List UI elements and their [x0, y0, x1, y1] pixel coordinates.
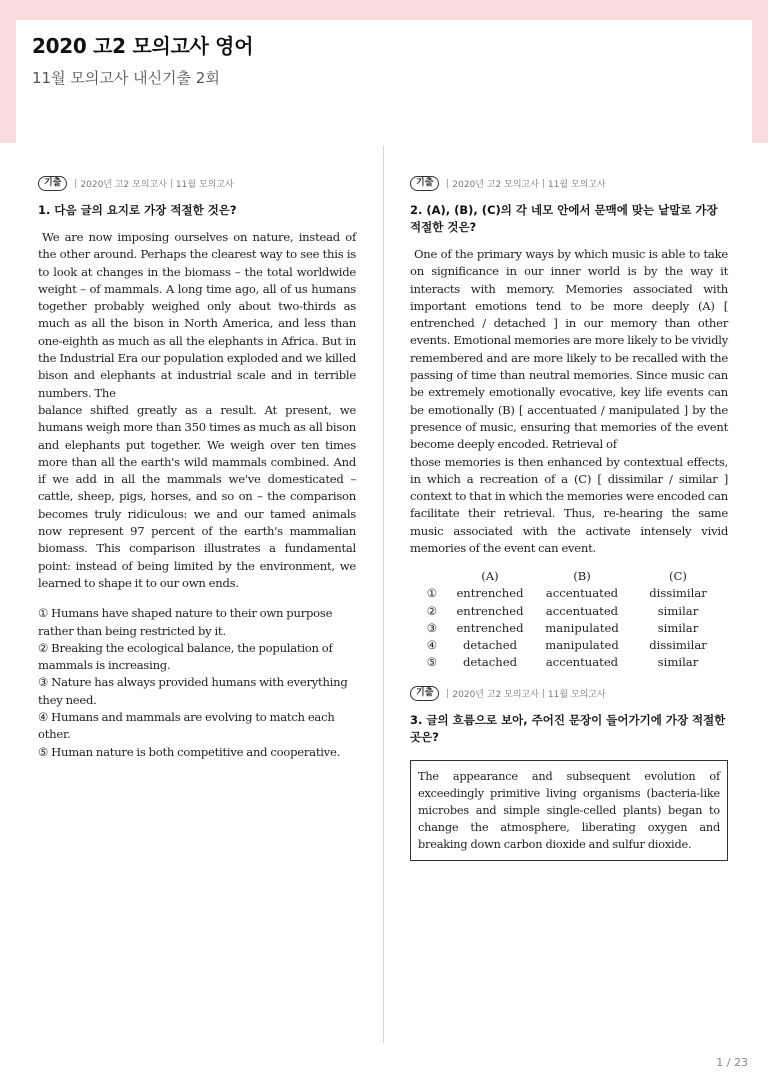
meta-separator [171, 179, 172, 188]
table-cell: accentuated [545, 655, 619, 670]
question-passage [38, 229, 356, 592]
meta-separator [543, 179, 544, 188]
passage-text: by the presence of music, ensuring that memories of the event become deeply encoded. Retrieval of [410, 402, 728, 452]
option-number: ⑤ [426, 655, 438, 670]
column-divider [383, 146, 384, 1043]
meta-month: 11월 모의고사 [547, 689, 606, 700]
answer-option[interactable]: ③ Nature has always provided humans with everything they need. [38, 675, 348, 707]
answer-table [416, 567, 724, 671]
table-cell: accentuated [545, 586, 619, 601]
right-column [410, 175, 728, 861]
table-cell: entrenched [456, 586, 524, 601]
answer-option[interactable]: ④ Humans and mammals are evolving to match each other. [38, 710, 335, 742]
answer-table-row[interactable] [416, 585, 724, 602]
table-cell: manipulated [545, 620, 619, 635]
passage-paragraph [410, 246, 728, 454]
meta-year: 2020년 고2 모의고사 [452, 689, 539, 700]
exam-badge: 기출 [410, 176, 439, 191]
meta-year: 2020년 고2 모의고사 [452, 179, 539, 190]
meta-month: 11월 모의고사 [175, 179, 234, 190]
table-header-cell: (A) [481, 568, 499, 583]
table-header-cell: (C) [669, 568, 687, 583]
choice-c: [ dissimilar / similar ] [597, 471, 728, 486]
meta-year: 2020년 고2 모의고사 [80, 179, 167, 190]
answer-table-header [416, 567, 724, 584]
meta-separator [75, 179, 76, 188]
passage-paragraph: We are now imposing ourselves on nature, instead of the other around. Perhaps the clearest way to see this is to look at changes in the biomass – the total worldwide weight – of mammals. A long time ago, all of us humans together probably weighed only about two-thirds as much as all the bison in North America, and less than one-eighth as much as all the elephants in Africa. But in the Industrial Era our population exploded and we killed bison and elephants at industrial scale and in terrible numbers. The [38, 230, 356, 400]
option-number: ③ [426, 620, 438, 635]
question-meta [38, 175, 356, 191]
question-1 [38, 175, 356, 761]
option-number: ④ [426, 638, 438, 653]
table-cell: dissimilar [649, 586, 707, 601]
document-title: 2020 고2 모의고사 영어 [32, 34, 254, 58]
choice-a: [ entrenched / detached ] [410, 298, 728, 331]
meta-separator [543, 689, 544, 698]
option-number: ① [426, 586, 438, 601]
table-cell: entrenched [456, 620, 524, 635]
meta-month: 11월 모의고사 [547, 179, 606, 190]
answer-table-row[interactable] [416, 602, 724, 619]
table-cell: similar [657, 620, 699, 635]
passage-paragraph [410, 454, 728, 558]
table-cell: dissimilar [649, 638, 707, 653]
table-cell: similar [657, 655, 699, 670]
document-subtitle: 11월 모의고사 내신기출 2회 [32, 69, 220, 87]
passage-text: One of the primary ways by which music is able to take on significance in our inner world is by the way it interacts with memory. Memories associated with important emotions tend to be more deeply (A) [410, 247, 728, 313]
answer-table-row[interactable] [416, 619, 724, 636]
question-title: 2. (A), (B), (C)의 각 네모 안에서 문맥에 맞는 낱말로 가장 적절한 것은? [410, 203, 718, 234]
table-header-cell [416, 567, 448, 584]
page-number: 1 / 23 [716, 1056, 748, 1069]
table-header-cell: (B) [573, 568, 591, 583]
table-cell: manipulated [545, 638, 619, 653]
answer-option[interactable]: ① Humans have shaped nature to their own purpose rather than being restricted by it. [38, 606, 333, 638]
choice-b: [ accentuated / manipulated ] [518, 402, 688, 417]
answer-table-row[interactable] [416, 637, 724, 654]
answer-option[interactable]: ② Breaking the ecological balance, the population of mammals is increasing. [38, 640, 333, 673]
meta-separator [447, 179, 448, 188]
passage-text: in our memory than other events. Emotional memories are more likely to be vividly remembered and are more likely to be recalled with the passing of time than neutral memories. Since music can be extremely emotionally evocative, key life events can be emotionally (B) [410, 316, 729, 417]
question-meta [410, 175, 728, 191]
answer-table-row[interactable] [416, 654, 724, 671]
question-title: 1. 다음 글의 요지로 가장 적절한 것은? [38, 203, 237, 217]
table-cell: entrenched [456, 603, 524, 618]
table-cell: detached [462, 655, 518, 670]
given-sentence-box: The appearance and subsequent evolution of exceedingly primitive living organisms (bacteria-like microbes and simple single-celled plants) began to change the atmosphere, liberating oxygen and breaking down carbon dioxide and sulfur dioxide. [410, 760, 728, 861]
question-2 [410, 175, 728, 671]
option-number: ② [426, 603, 438, 618]
table-cell: detached [462, 638, 518, 653]
passage-text: those memories is then enhanced by contextual effects, in which a recreation of a (C) [410, 454, 728, 486]
question-meta [410, 685, 728, 701]
table-cell: accentuated [545, 603, 619, 618]
question-title: 3. 글의 흐름으로 보아, 주어진 문장이 들어가기에 가장 적절한 곳은? [410, 713, 726, 745]
answer-options [38, 605, 356, 761]
table-cell: similar [657, 603, 699, 618]
exam-badge: 기출 [38, 176, 67, 191]
question-passage [410, 246, 728, 557]
meta-separator [447, 689, 448, 698]
exam-badge: 기출 [410, 686, 439, 701]
question-3 [410, 685, 728, 861]
passage-text: context to that in which the memories were encoded can facilitate their retrieval. Thus, re-hearing the same music associated with the activate intensely vivid memories of the event can event. [410, 489, 728, 556]
answer-option[interactable]: ⑤ Human nature is both competitive and cooperative. [38, 744, 341, 759]
passage-paragraph: balance shifted greatly as a result. At present, we humans weigh more than 350 times as much as all bison and elephants put together. We weigh over ten times more than all the earth's wild mammals combined. And if we add in all the mammals we've domesticated – cattle, sheep, pigs, horses, and so on – the comparison becomes truly ridiculous: we and our tamed animals now represent 97 percent of the earth's mammalian biomass. This comparison illustrates a fundamental point: instead of being limited by the environment, we learned to shape it to our own ends. [38, 402, 356, 590]
